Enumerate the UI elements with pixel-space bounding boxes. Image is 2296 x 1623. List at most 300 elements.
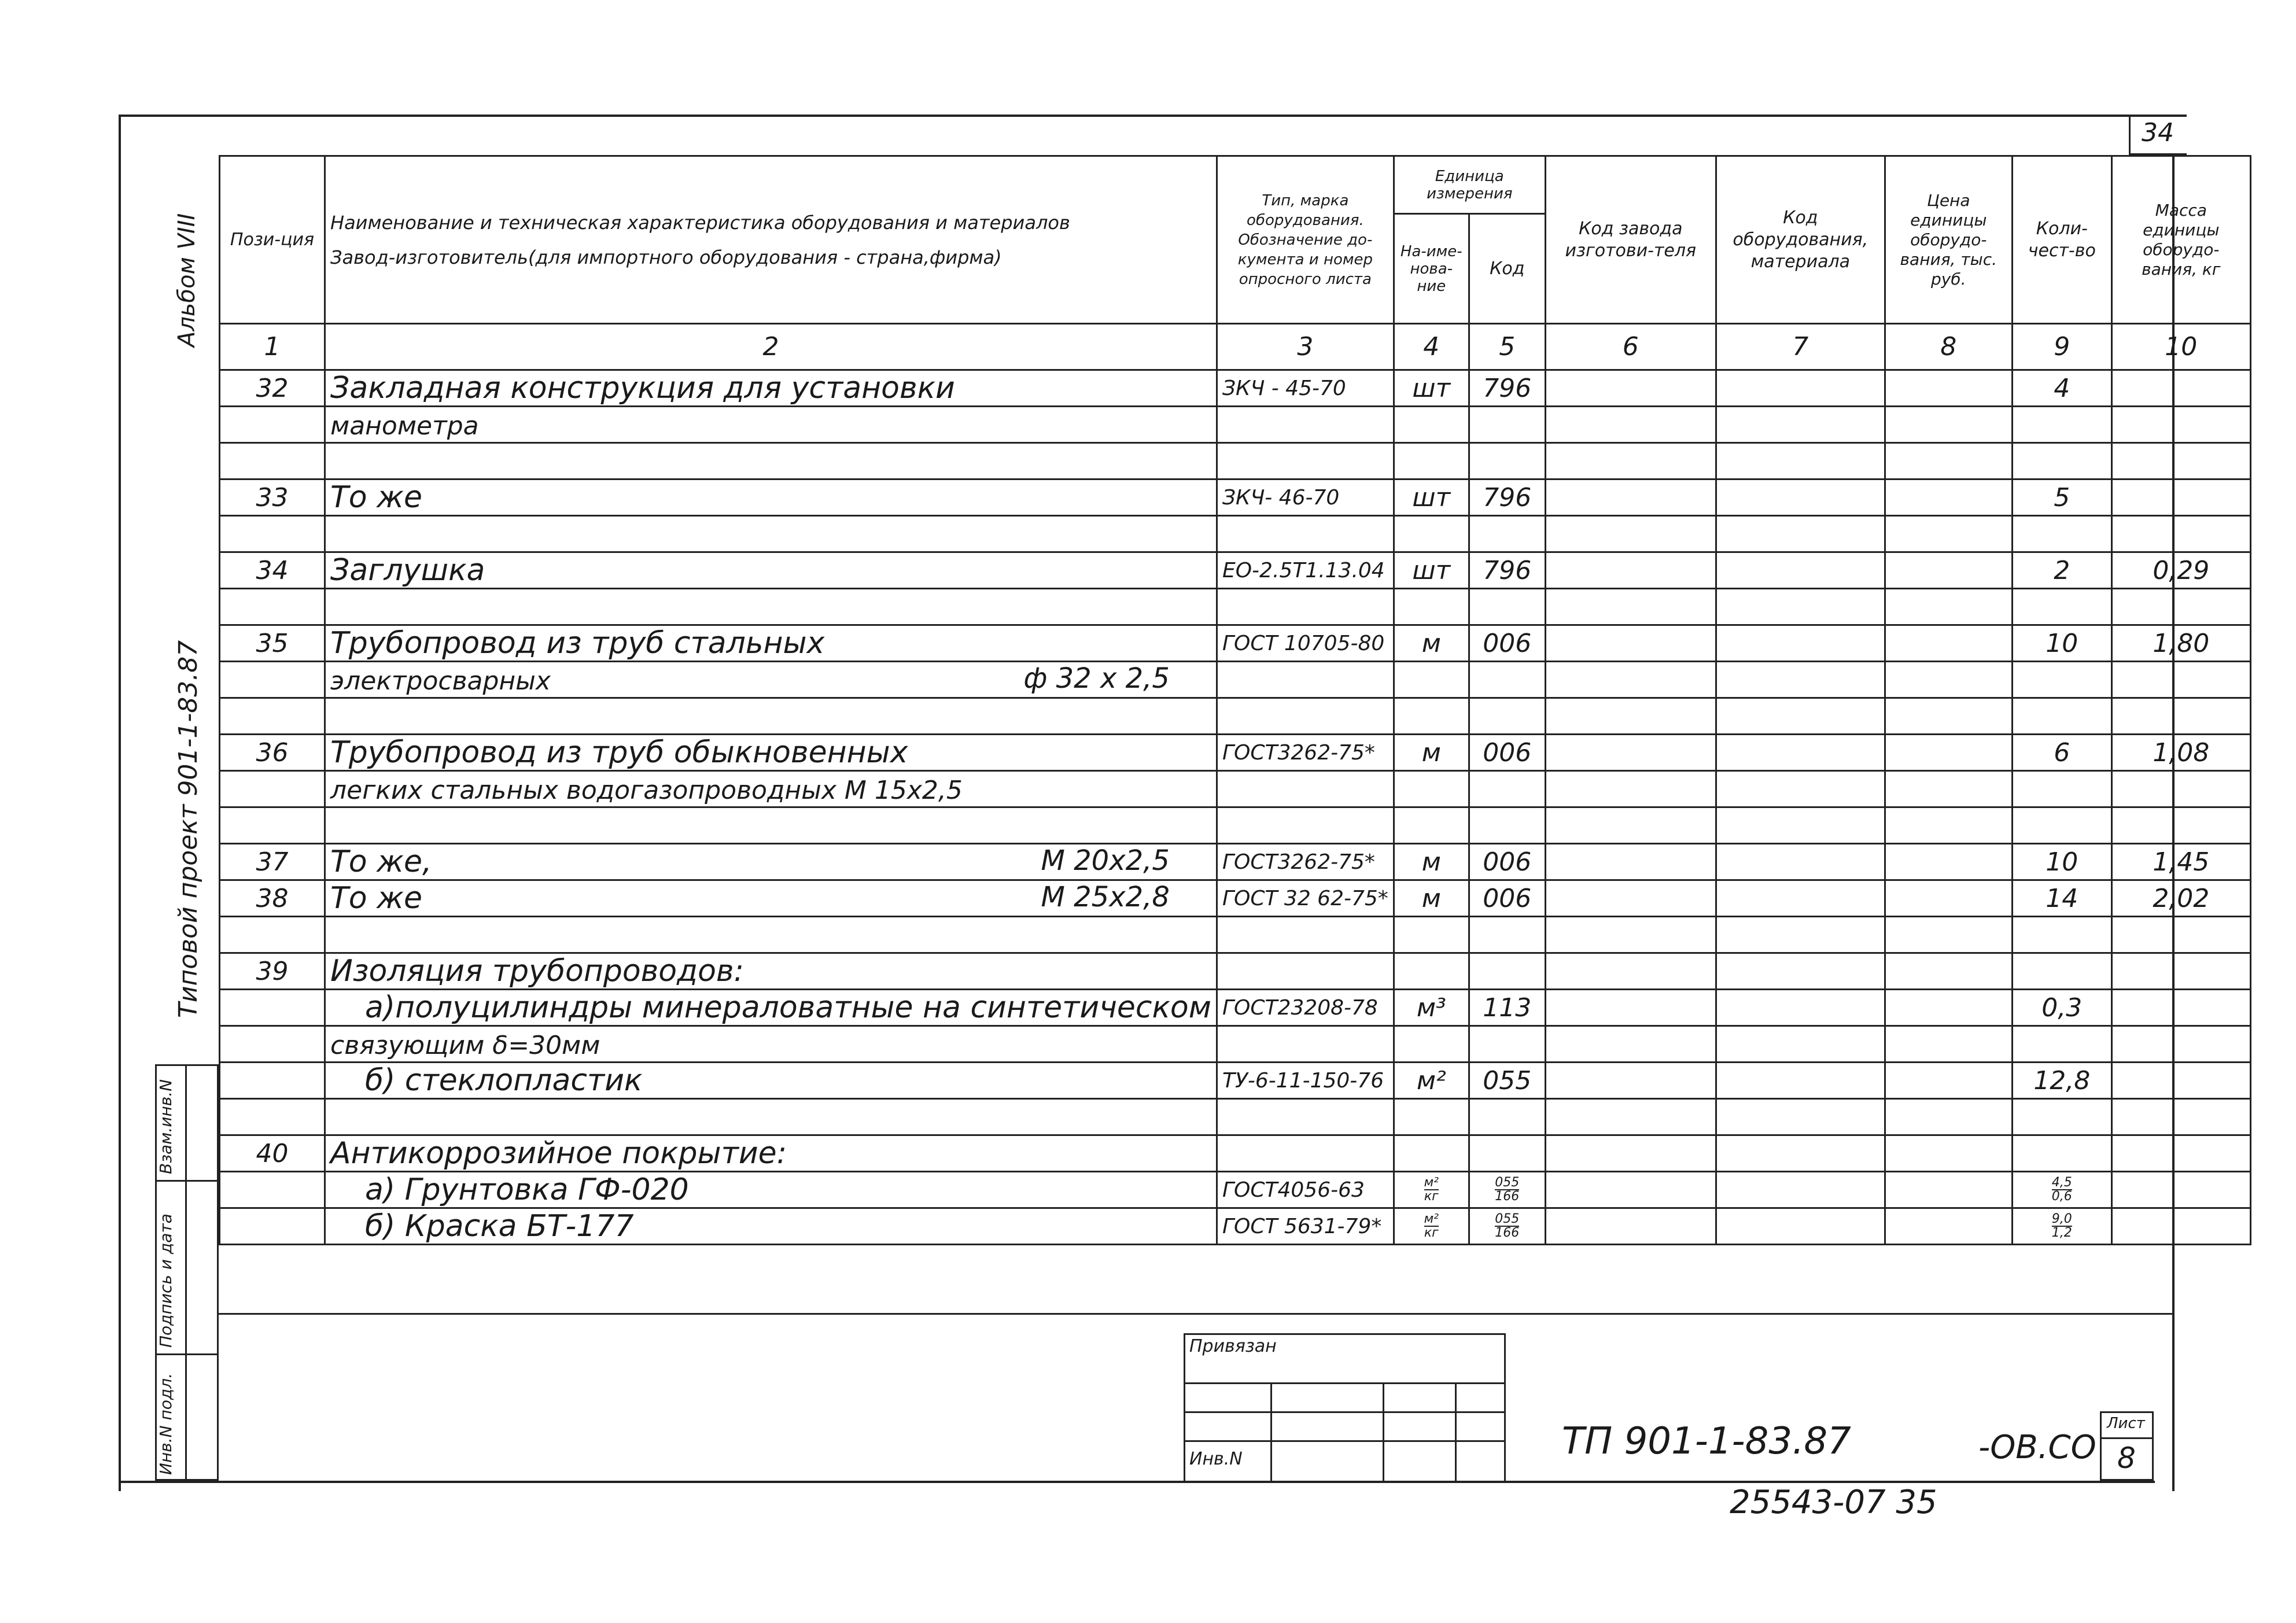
row-unit-code-bottom: 166 xyxy=(1495,1189,1520,1204)
row-name xyxy=(325,990,1217,1026)
row-quantity-fraction xyxy=(2052,1213,2072,1240)
row-unit xyxy=(1394,662,1469,698)
row-position: 33 xyxy=(220,479,325,516)
row-price xyxy=(1885,990,2012,1026)
row-document xyxy=(1217,589,1394,625)
row-plant-code xyxy=(1545,407,1716,443)
row-quantity-bottom: 1,2 xyxy=(2051,1226,2072,1240)
row-equipment-code xyxy=(1716,917,1885,953)
row-mass xyxy=(2111,407,2250,443)
row-position xyxy=(220,443,325,479)
row-plant-code xyxy=(1545,1208,1716,1245)
row-equipment-code xyxy=(1716,1135,1885,1172)
row-name-text: связующим δ=30мм xyxy=(330,1031,600,1060)
row-plant-code xyxy=(1545,370,1716,407)
row-position: 38 xyxy=(220,880,325,917)
row-equipment-code xyxy=(1716,844,1885,880)
row-name-text: Трубопровод из труб обыкновенных xyxy=(330,735,908,770)
row-unit-fraction xyxy=(1424,1213,1439,1240)
row-mass xyxy=(2111,917,2250,953)
row-document: ГОСТ4056-63 xyxy=(1217,1172,1394,1208)
row-mass: 2,02 xyxy=(2111,880,2250,917)
row-equipment-code xyxy=(1716,1208,1885,1245)
stamp-grid-v1 xyxy=(1270,1382,1272,1481)
row-mass: 1,08 xyxy=(2111,735,2250,771)
table-row xyxy=(220,771,2251,807)
row-name-text: То же, xyxy=(330,844,432,879)
row-price xyxy=(1885,662,2012,698)
row-name-text: Изоляция трубопроводов: xyxy=(330,954,745,988)
row-price xyxy=(1885,735,2012,771)
row-equipment-code xyxy=(1716,479,1885,516)
row-quantity xyxy=(2012,1135,2111,1172)
row-quantity-bottom: 0,6 xyxy=(2051,1189,2072,1204)
row-unit-code xyxy=(1469,1026,1545,1063)
row-mass xyxy=(2111,1135,2250,1172)
colnum-4: 4 xyxy=(1394,324,1469,370)
row-name xyxy=(325,1026,1217,1063)
row-name xyxy=(325,516,1217,552)
page-number: 34 xyxy=(2142,118,2174,147)
footer-code: 25543-07 35 xyxy=(1730,1484,1937,1521)
stamp-grid-v2 xyxy=(1383,1382,1384,1481)
row-plant-code xyxy=(1545,479,1716,516)
row-equipment-code xyxy=(1716,990,1885,1026)
row-unit xyxy=(1394,917,1469,953)
row-unit xyxy=(1394,698,1469,735)
row-price xyxy=(1885,880,2012,917)
row-unit xyxy=(1394,516,1469,552)
header-position: Пози-ция xyxy=(220,156,325,324)
row-plant-code xyxy=(1545,1135,1716,1172)
row-unit-code: 006 xyxy=(1469,880,1545,917)
row-plant-code xyxy=(1545,625,1716,662)
row-equipment-code xyxy=(1716,807,1885,844)
row-mass xyxy=(2111,1208,2250,1245)
row-quantity xyxy=(2012,516,2111,552)
row-name-text: б) стеклопластик xyxy=(365,1063,643,1098)
row-unit-code: 006 xyxy=(1469,844,1545,880)
row-price xyxy=(1885,698,2012,735)
row-mass xyxy=(2111,953,2250,990)
row-plant-code xyxy=(1545,552,1716,589)
row-position xyxy=(220,516,325,552)
row-name xyxy=(325,1208,1217,1245)
table-row xyxy=(220,953,2251,990)
row-mass xyxy=(2111,589,2250,625)
row-quantity-top: 9,0 xyxy=(2051,1212,2072,1226)
row-position xyxy=(220,990,325,1026)
row-unit-top: м² xyxy=(1424,1175,1439,1190)
row-document xyxy=(1217,771,1394,807)
row-mass xyxy=(2111,370,2250,407)
row-unit-code: 796 xyxy=(1469,370,1545,407)
row-equipment-code xyxy=(1716,880,1885,917)
row-unit-code xyxy=(1469,1172,1545,1208)
stamp-sheet-label: Лист xyxy=(2107,1415,2145,1432)
row-plant-code xyxy=(1545,1026,1716,1063)
row-name xyxy=(325,844,1217,880)
row-unit xyxy=(1394,807,1469,844)
header-mass: Масса единицы оборудо-вания, кг xyxy=(2111,156,2250,324)
row-price xyxy=(1885,625,2012,662)
table-row xyxy=(220,552,2251,589)
row-mass xyxy=(2111,516,2250,552)
row-plant-code xyxy=(1545,771,1716,807)
row-mass xyxy=(2111,1099,2250,1135)
colnum-5: 5 xyxy=(1469,324,1545,370)
row-position xyxy=(220,407,325,443)
table-row xyxy=(220,698,2251,735)
row-price xyxy=(1885,1135,2012,1172)
row-unit: м xyxy=(1394,844,1469,880)
row-unit-code xyxy=(1469,953,1545,990)
table-row xyxy=(220,990,2251,1026)
row-mass xyxy=(2111,662,2250,698)
row-position xyxy=(220,807,325,844)
header-unit: Единица измерения xyxy=(1394,156,1545,214)
row-name xyxy=(325,479,1217,516)
row-document xyxy=(1217,443,1394,479)
header-name-line1: Наименование и техническая характеристика оборудования и материалов xyxy=(330,211,1070,234)
row-document: ТУ-6-11-150-76 xyxy=(1217,1063,1394,1099)
row-plant-code xyxy=(1545,735,1716,771)
stamp-designation: ТП 901-1-83.87 xyxy=(1562,1420,1851,1463)
row-unit-bottom: кг xyxy=(1424,1226,1439,1240)
row-name-text: То же xyxy=(330,881,422,916)
row-position xyxy=(220,1099,325,1135)
row-quantity xyxy=(2012,589,2111,625)
row-name-text: а) Грунтовка ГФ-020 xyxy=(365,1172,689,1207)
row-position xyxy=(220,1172,325,1208)
table-row xyxy=(220,844,2251,880)
row-unit-top: м² xyxy=(1424,1212,1439,1226)
row-price xyxy=(1885,1099,2012,1135)
row-unit: м xyxy=(1394,880,1469,917)
row-plant-code xyxy=(1545,443,1716,479)
row-document xyxy=(1217,1135,1394,1172)
row-price xyxy=(1885,516,2012,552)
row-mass xyxy=(2111,443,2250,479)
row-position: 39 xyxy=(220,953,325,990)
row-name xyxy=(325,1172,1217,1208)
row-price xyxy=(1885,1026,2012,1063)
row-unit xyxy=(1394,443,1469,479)
row-quantity xyxy=(2012,771,2111,807)
row-name-text: Закладная конструкция для установки xyxy=(330,371,955,405)
row-unit-code: 796 xyxy=(1469,479,1545,516)
row-equipment-code xyxy=(1716,1026,1885,1063)
stamp-sheet-number: 8 xyxy=(2117,1441,2136,1475)
row-price xyxy=(1885,589,2012,625)
row-plant-code xyxy=(1545,880,1716,917)
table-row xyxy=(220,516,2251,552)
row-position: 40 xyxy=(220,1135,325,1172)
row-quantity xyxy=(2012,953,2111,990)
row-unit-code xyxy=(1469,662,1545,698)
row-unit: м xyxy=(1394,625,1469,662)
row-quantity: 4 xyxy=(2012,370,2111,407)
row-equipment-code xyxy=(1716,443,1885,479)
header-plant-code: Код завода изготови-теля xyxy=(1545,156,1716,324)
row-unit-bottom: кг xyxy=(1424,1189,1439,1204)
row-position: 37 xyxy=(220,844,325,880)
row-unit-code-fraction xyxy=(1495,1213,1519,1240)
row-unit xyxy=(1394,1135,1469,1172)
colnum-3: 3 xyxy=(1217,324,1394,370)
row-unit-code xyxy=(1469,771,1545,807)
row-name xyxy=(325,771,1217,807)
row-mass: 1,45 xyxy=(2111,844,2250,880)
row-unit-code-top: 055 xyxy=(1495,1212,1520,1226)
row-mass xyxy=(2111,771,2250,807)
row-unit-code xyxy=(1469,1135,1545,1172)
row-position xyxy=(220,662,325,698)
table-row xyxy=(220,479,2251,516)
row-price xyxy=(1885,370,2012,407)
row-price xyxy=(1885,771,2012,807)
table-row xyxy=(220,1135,2251,1172)
row-document: ГОСТ 5631-79* xyxy=(1217,1208,1394,1245)
row-equipment-code xyxy=(1716,698,1885,735)
table-row xyxy=(220,917,2251,953)
row-price xyxy=(1885,407,2012,443)
row-plant-code xyxy=(1545,1063,1716,1099)
row-name-text: электросварных xyxy=(330,666,551,696)
row-equipment-code xyxy=(1716,735,1885,771)
margin-cell-vzam: Взам.инв.N xyxy=(156,1079,175,1174)
row-quantity: 14 xyxy=(2012,880,2111,917)
row-name-text: а)полуцилиндры минераловатные на синтетическом xyxy=(365,990,1211,1025)
row-quantity: 2 xyxy=(2012,552,2111,589)
row-name xyxy=(325,407,1217,443)
row-position xyxy=(220,1208,325,1245)
header-quantity: Коли-чест-во xyxy=(2012,156,2111,324)
margin-cell-inv: Инв.N подл. xyxy=(156,1373,175,1475)
row-unit-code xyxy=(1469,589,1545,625)
row-mass xyxy=(2111,1172,2250,1208)
row-quantity: 12,8 xyxy=(2012,1063,2111,1099)
stamp-inv-label: Инв.N xyxy=(1189,1449,1243,1469)
row-quantity xyxy=(2012,443,2111,479)
column-numbers-row xyxy=(220,324,2251,370)
stamp-sheet-div xyxy=(2100,1437,2154,1439)
row-plant-code xyxy=(1545,844,1716,880)
row-plant-code xyxy=(1545,807,1716,844)
colnum-2: 2 xyxy=(325,324,1217,370)
row-price xyxy=(1885,479,2012,516)
row-position: 36 xyxy=(220,735,325,771)
row-unit-code: 113 xyxy=(1469,990,1545,1026)
row-document: ГОСТ 10705-80 xyxy=(1217,625,1394,662)
row-quantity: 10 xyxy=(2012,844,2111,880)
stamp-grid-h2 xyxy=(1184,1411,1506,1413)
row-quantity-top: 4,5 xyxy=(2051,1175,2072,1190)
table-row xyxy=(220,1208,2251,1245)
row-name xyxy=(325,1099,1217,1135)
table-row xyxy=(220,1026,2251,1063)
row-unit xyxy=(1394,771,1469,807)
row-unit: м xyxy=(1394,735,1469,771)
row-unit-code: 006 xyxy=(1469,625,1545,662)
row-unit: шт xyxy=(1394,370,1469,407)
row-name xyxy=(325,917,1217,953)
row-plant-code xyxy=(1545,516,1716,552)
row-equipment-code xyxy=(1716,552,1885,589)
row-unit-code xyxy=(1469,407,1545,443)
header-type: Тип, марка оборудования. Обозначение до-кумента и номер опросного листа xyxy=(1217,156,1394,324)
colnum-7: 7 xyxy=(1716,324,1885,370)
row-equipment-code xyxy=(1716,407,1885,443)
row-quantity xyxy=(2012,1208,2111,1245)
row-unit-code-fraction xyxy=(1495,1176,1519,1203)
table-row xyxy=(220,1172,2251,1208)
table-row xyxy=(220,370,2251,407)
row-equipment-code xyxy=(1716,771,1885,807)
row-quantity-fraction xyxy=(2052,1176,2072,1203)
sheet-bottom-line xyxy=(119,1481,2155,1483)
margin-cell-sign: Подпись и дата xyxy=(156,1213,175,1348)
row-name xyxy=(325,953,1217,990)
row-price xyxy=(1885,552,2012,589)
row-name-text: Трубопровод из труб стальных xyxy=(330,626,825,661)
row-mass xyxy=(2111,479,2250,516)
colnum-6: 6 xyxy=(1545,324,1716,370)
row-unit-code xyxy=(1469,443,1545,479)
row-position xyxy=(220,698,325,735)
row-equipment-code xyxy=(1716,516,1885,552)
table-row xyxy=(220,625,2251,662)
row-price xyxy=(1885,1063,2012,1099)
row-equipment-code xyxy=(1716,370,1885,407)
header-row-1 xyxy=(220,156,2251,214)
row-document xyxy=(1217,953,1394,990)
row-quantity: 5 xyxy=(2012,479,2111,516)
row-mass xyxy=(2111,990,2250,1026)
stamp-grid-h1 xyxy=(1184,1382,1506,1384)
row-unit-code xyxy=(1469,807,1545,844)
row-document xyxy=(1217,917,1394,953)
table-row xyxy=(220,589,2251,625)
row-equipment-code xyxy=(1716,953,1885,990)
row-quantity xyxy=(2012,407,2111,443)
row-unit-fraction xyxy=(1424,1176,1439,1203)
row-name xyxy=(325,589,1217,625)
row-price xyxy=(1885,443,2012,479)
table-row xyxy=(220,1099,2251,1135)
stamp-bound-label: Привязан xyxy=(1189,1336,1277,1356)
row-document: ЕО-2.5Т1.13.04 xyxy=(1217,552,1394,589)
row-mass xyxy=(2111,807,2250,844)
row-position: 32 xyxy=(220,370,325,407)
header-price: Цена единицы оборудо-вания, тыс. руб. xyxy=(1885,156,2012,324)
row-unit xyxy=(1394,953,1469,990)
stamp-top-line xyxy=(219,1313,2174,1315)
row-name-size: М 25х2,8 xyxy=(1041,881,1170,913)
row-unit-code xyxy=(1469,1208,1545,1245)
row-unit xyxy=(1394,589,1469,625)
side-label: Альбом VIII xyxy=(174,213,200,347)
colnum-1: 1 xyxy=(220,324,325,370)
row-document: ГОСТ3262-75* xyxy=(1217,735,1394,771)
row-name xyxy=(325,443,1217,479)
row-name xyxy=(325,1063,1217,1099)
row-name-size: ф 32 х 2,5 xyxy=(1023,662,1170,695)
margin-div-2 xyxy=(155,1353,219,1355)
row-quantity xyxy=(2012,1026,2111,1063)
row-name-text: То же xyxy=(330,480,422,515)
row-equipment-code xyxy=(1716,662,1885,698)
row-plant-code xyxy=(1545,1172,1716,1208)
row-quantity xyxy=(2012,662,2111,698)
row-document: ЗКЧ- 46-70 xyxy=(1217,479,1394,516)
table-row xyxy=(220,807,2251,844)
row-equipment-code xyxy=(1716,589,1885,625)
header-name-line2: Завод-изготовитель(для импортного оборудования - страна,фирма) xyxy=(330,246,1002,268)
row-name-text: Антикоррозийное покрытие: xyxy=(330,1136,787,1171)
header-equipment-code: Код оборудования, материала xyxy=(1716,156,1885,324)
row-name xyxy=(325,1135,1217,1172)
margin-div-1 xyxy=(155,1180,219,1182)
row-unit xyxy=(1394,1026,1469,1063)
stamp-grid-v3 xyxy=(1455,1382,1457,1481)
header-unit-code: Код xyxy=(1469,214,1545,324)
row-quantity xyxy=(2012,807,2111,844)
row-document xyxy=(1217,407,1394,443)
row-plant-code xyxy=(1545,589,1716,625)
row-unit-code: 006 xyxy=(1469,735,1545,771)
row-name xyxy=(325,807,1217,844)
row-unit: шт xyxy=(1394,552,1469,589)
row-document xyxy=(1217,516,1394,552)
row-quantity xyxy=(2012,917,2111,953)
row-unit-code xyxy=(1469,917,1545,953)
row-mass: 1,80 xyxy=(2111,625,2250,662)
row-name xyxy=(325,662,1217,698)
row-unit xyxy=(1394,1099,1469,1135)
row-quantity xyxy=(2012,1099,2111,1135)
row-name-text: манометра xyxy=(330,411,479,441)
margin-vline xyxy=(185,1064,187,1481)
table-row xyxy=(220,1063,2251,1099)
row-unit-code: 055 xyxy=(1469,1063,1545,1099)
row-name-size: М 20х2,5 xyxy=(1041,844,1170,877)
row-unit-code-top: 055 xyxy=(1495,1175,1520,1190)
row-price xyxy=(1885,1208,2012,1245)
row-equipment-code xyxy=(1716,1172,1885,1208)
project-label: Типовой проект 901-1-83.87 xyxy=(174,640,203,1018)
row-document xyxy=(1217,698,1394,735)
row-name xyxy=(325,625,1217,662)
row-position xyxy=(220,589,325,625)
row-plant-code xyxy=(1545,990,1716,1026)
row-document xyxy=(1217,807,1394,844)
row-position xyxy=(220,1026,325,1063)
row-mass: 0,29 xyxy=(2111,552,2250,589)
row-quantity: 0,3 xyxy=(2012,990,2111,1026)
row-unit-code xyxy=(1469,698,1545,735)
row-name-text: легких стальных водогазопроводных М 15х2,5 xyxy=(330,776,963,805)
row-price xyxy=(1885,807,2012,844)
row-price xyxy=(1885,953,2012,990)
row-equipment-code xyxy=(1716,1099,1885,1135)
row-plant-code xyxy=(1545,917,1716,953)
row-quantity xyxy=(2012,1172,2111,1208)
row-document xyxy=(1217,1026,1394,1063)
row-unit-code xyxy=(1469,516,1545,552)
row-document xyxy=(1217,1099,1394,1135)
row-plant-code xyxy=(1545,662,1716,698)
